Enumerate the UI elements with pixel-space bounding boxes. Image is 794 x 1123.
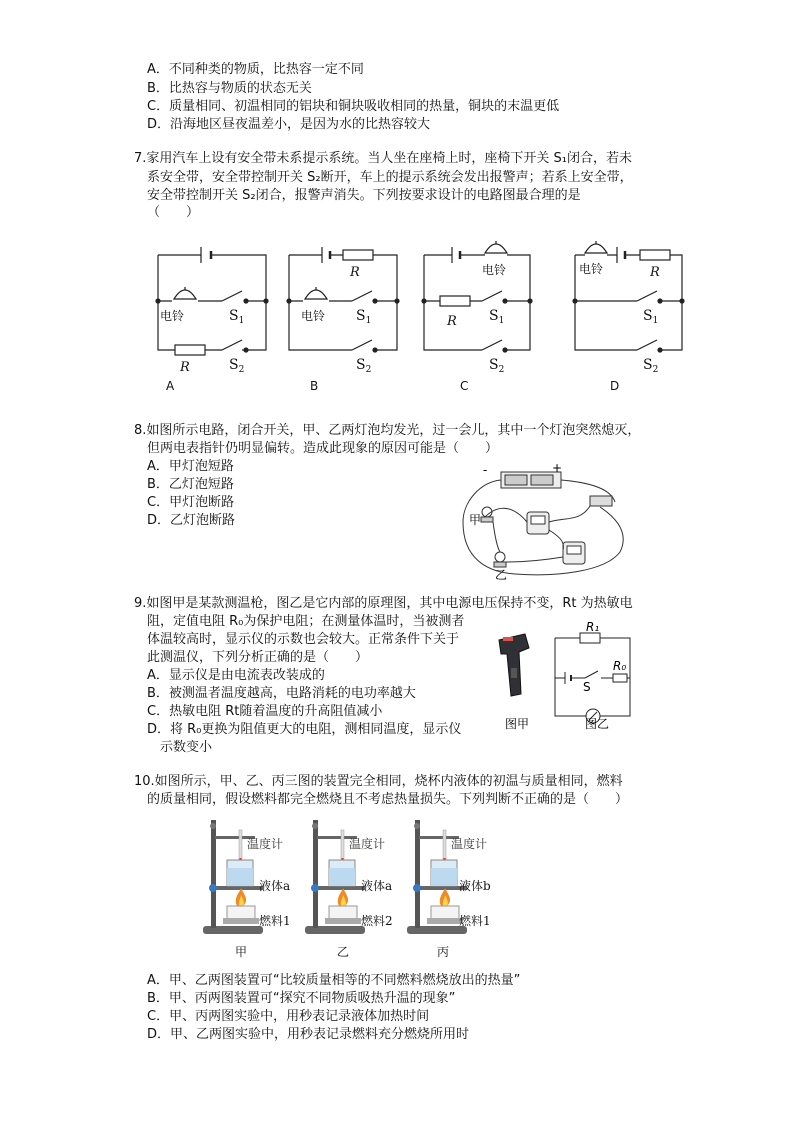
s1-label-d: $S_1$	[643, 308, 659, 326]
fuel-label-yi: 燃料2	[361, 914, 393, 928]
s2-label-b: $S_2$	[356, 357, 372, 375]
s2-label-d: $S_2$	[643, 357, 659, 375]
r-label-d: R	[650, 265, 660, 280]
q8-bulb-yi-label: 乙	[495, 568, 508, 582]
circuit-letter-c: C	[460, 379, 469, 393]
q7-answer-blank: （ ）	[147, 205, 200, 220]
s2-label-a: $S_2$	[229, 357, 245, 375]
liquid-label-bing: 液体b	[459, 879, 491, 893]
circuit-letter-a: A	[166, 379, 175, 393]
liquid-label-yi: 液体a	[361, 879, 393, 893]
q8-stem-line2: 但两电表指针仍明显偏转。造成此现象的原因可能是（ ）	[147, 441, 499, 456]
circuit-letter-d: D	[610, 379, 620, 393]
q9-option-c: C．热敏电阻 Rt随着温度的升高阻值减小	[147, 704, 383, 719]
q8-option-b: B．乙灯泡短路	[147, 477, 234, 492]
circuit-b	[287, 247, 399, 352]
bell-label-d: 电铃	[579, 262, 604, 276]
s1-label-c: $S_1$	[489, 308, 505, 326]
q8-stem-line1: 8.如图所示电路，闭合开关，甲、乙两灯泡均发光，过一会儿，其中一个灯泡突然熄灭，	[134, 423, 641, 438]
q6-option-d: D．沿海地区昼夜温差小，是因为水的比热容较大	[147, 117, 431, 132]
q8-option-c: C．甲灯泡断路	[147, 495, 235, 510]
r-label-c: R	[447, 314, 457, 329]
s-label: S	[583, 680, 591, 694]
bell-label-a: 电铃	[160, 309, 185, 323]
q9-stem-line1: 9.如图甲是某款测温枪，图乙是它内部的原理图，其中电源电压保持不变，Rt 为热敏电	[134, 596, 633, 611]
q7-stem-line2: 系安全带，安全带控制开关 S₂断开，车上的提示系统会发出报警声；若系上安全带，	[147, 170, 633, 185]
q8-option-a: A．甲灯泡短路	[147, 459, 234, 474]
q9-figures	[495, 620, 645, 733]
q7-circuit-figures	[0, 235, 794, 400]
thermo-label-3: 温度计	[451, 837, 488, 851]
q10-stem-line2: 的质量相同，假设燃料都完全燃烧且不考虑热量损失。下列判断不正确的是（ ）	[147, 792, 629, 807]
r1-label: R₁	[586, 620, 600, 634]
thermo-label-1: 温度计	[247, 837, 284, 851]
q6-option-c: C．质量相同、初温相同的铝块和铜块吸收相同的热量，铜块的末温更低	[147, 99, 560, 114]
s1-label-a: $S_1$	[229, 308, 245, 326]
q6-option-a: A．不同种类的物质，比热容一定不同	[147, 62, 364, 77]
q10-stem-line1: 10.如图所示，甲、乙、丙三图的装置完全相同，烧杯内液体的初温与质量相同，燃料	[134, 774, 623, 789]
s2-label-c: $S_2$	[489, 357, 505, 375]
fig-yi-label: 图乙	[585, 717, 610, 731]
r0-label: R₀	[613, 659, 627, 673]
q9-option-d: D．将 R₀更换为阻值更大的电阻，测相同温度，显示仪	[147, 722, 462, 737]
q8-physical-circuit-figure	[455, 462, 635, 584]
circuit-c	[422, 241, 532, 352]
r-label-b: R	[350, 265, 360, 280]
q10-option-a: A．甲、乙两图装置可“比较质量相等的不同燃料燃烧放出的热量”	[147, 973, 521, 988]
fig-jia-label: 图甲	[505, 717, 530, 731]
q10-option-c: C．甲、丙两图实验中，用秒表记录液体加热时间	[147, 1009, 430, 1024]
q7-stem-line1: 7.家用汽车上设有安全带未系提示系统。当人坐在座椅上时，座椅下开关 S₁闭合，若未	[134, 151, 632, 166]
circuit-d	[573, 241, 684, 352]
setup-label-yi: 乙	[337, 945, 350, 959]
q10-apparatus-figures	[195, 818, 505, 960]
thermo-label-2: 温度计	[349, 837, 386, 851]
q8-bulb-jia-label: 甲	[469, 513, 482, 527]
setup-label-jia: 甲	[235, 945, 248, 959]
r-label-a: R	[180, 360, 190, 375]
q6-option-b: B．比热容与物质的状态无关	[147, 81, 312, 96]
bell-label-b: 电铃	[301, 309, 326, 323]
setup-label-bing: 丙	[437, 945, 450, 959]
liquid-label-jia: 液体a	[259, 879, 291, 893]
q7-stem-line3: 安全带控制开关 S₂闭合，报警声消失。下列按要求设计的电路图最合理的是	[147, 188, 581, 203]
q10-option-b: B．甲、丙两图装置可“探究不同物质吸热升温的现象”	[147, 991, 456, 1006]
bell-label-c: 电铃	[482, 263, 507, 277]
s1-label-b: $S_1$	[356, 308, 372, 326]
q9-option-d-cont: 示数变小	[160, 740, 213, 755]
thermometer-gun-image	[499, 634, 529, 696]
fuel-label-jia: 燃料1	[259, 914, 291, 928]
circuit-letter-b: B	[310, 379, 319, 393]
fuel-label-bing: 燃料1	[459, 914, 491, 928]
q8-plus-label: +	[552, 461, 563, 475]
q10-option-d: D．甲、乙两图实验中，用秒表记录燃料充分燃烧所用时	[147, 1027, 470, 1042]
q8-option-d: D．乙灯泡断路	[147, 513, 236, 528]
circuit-a	[156, 247, 268, 355]
q8-minus-label: -	[483, 463, 488, 477]
q9-stem-line3: 体温较高时，显示仪的示数也会较大。正常条件下关于	[147, 632, 460, 647]
q9-option-a: A．显示仪是由电流表改装成的	[147, 668, 325, 683]
q9-stem-line2: 阻，定值电阻 R₀为保护电阻；在测量体温时，当被测者	[147, 614, 465, 629]
q9-stem-line4: 此测温仪，下列分析正确的是（ ）	[147, 650, 369, 665]
q9-option-b: B．被测温者温度越高，电路消耗的电功率越大	[147, 686, 416, 701]
